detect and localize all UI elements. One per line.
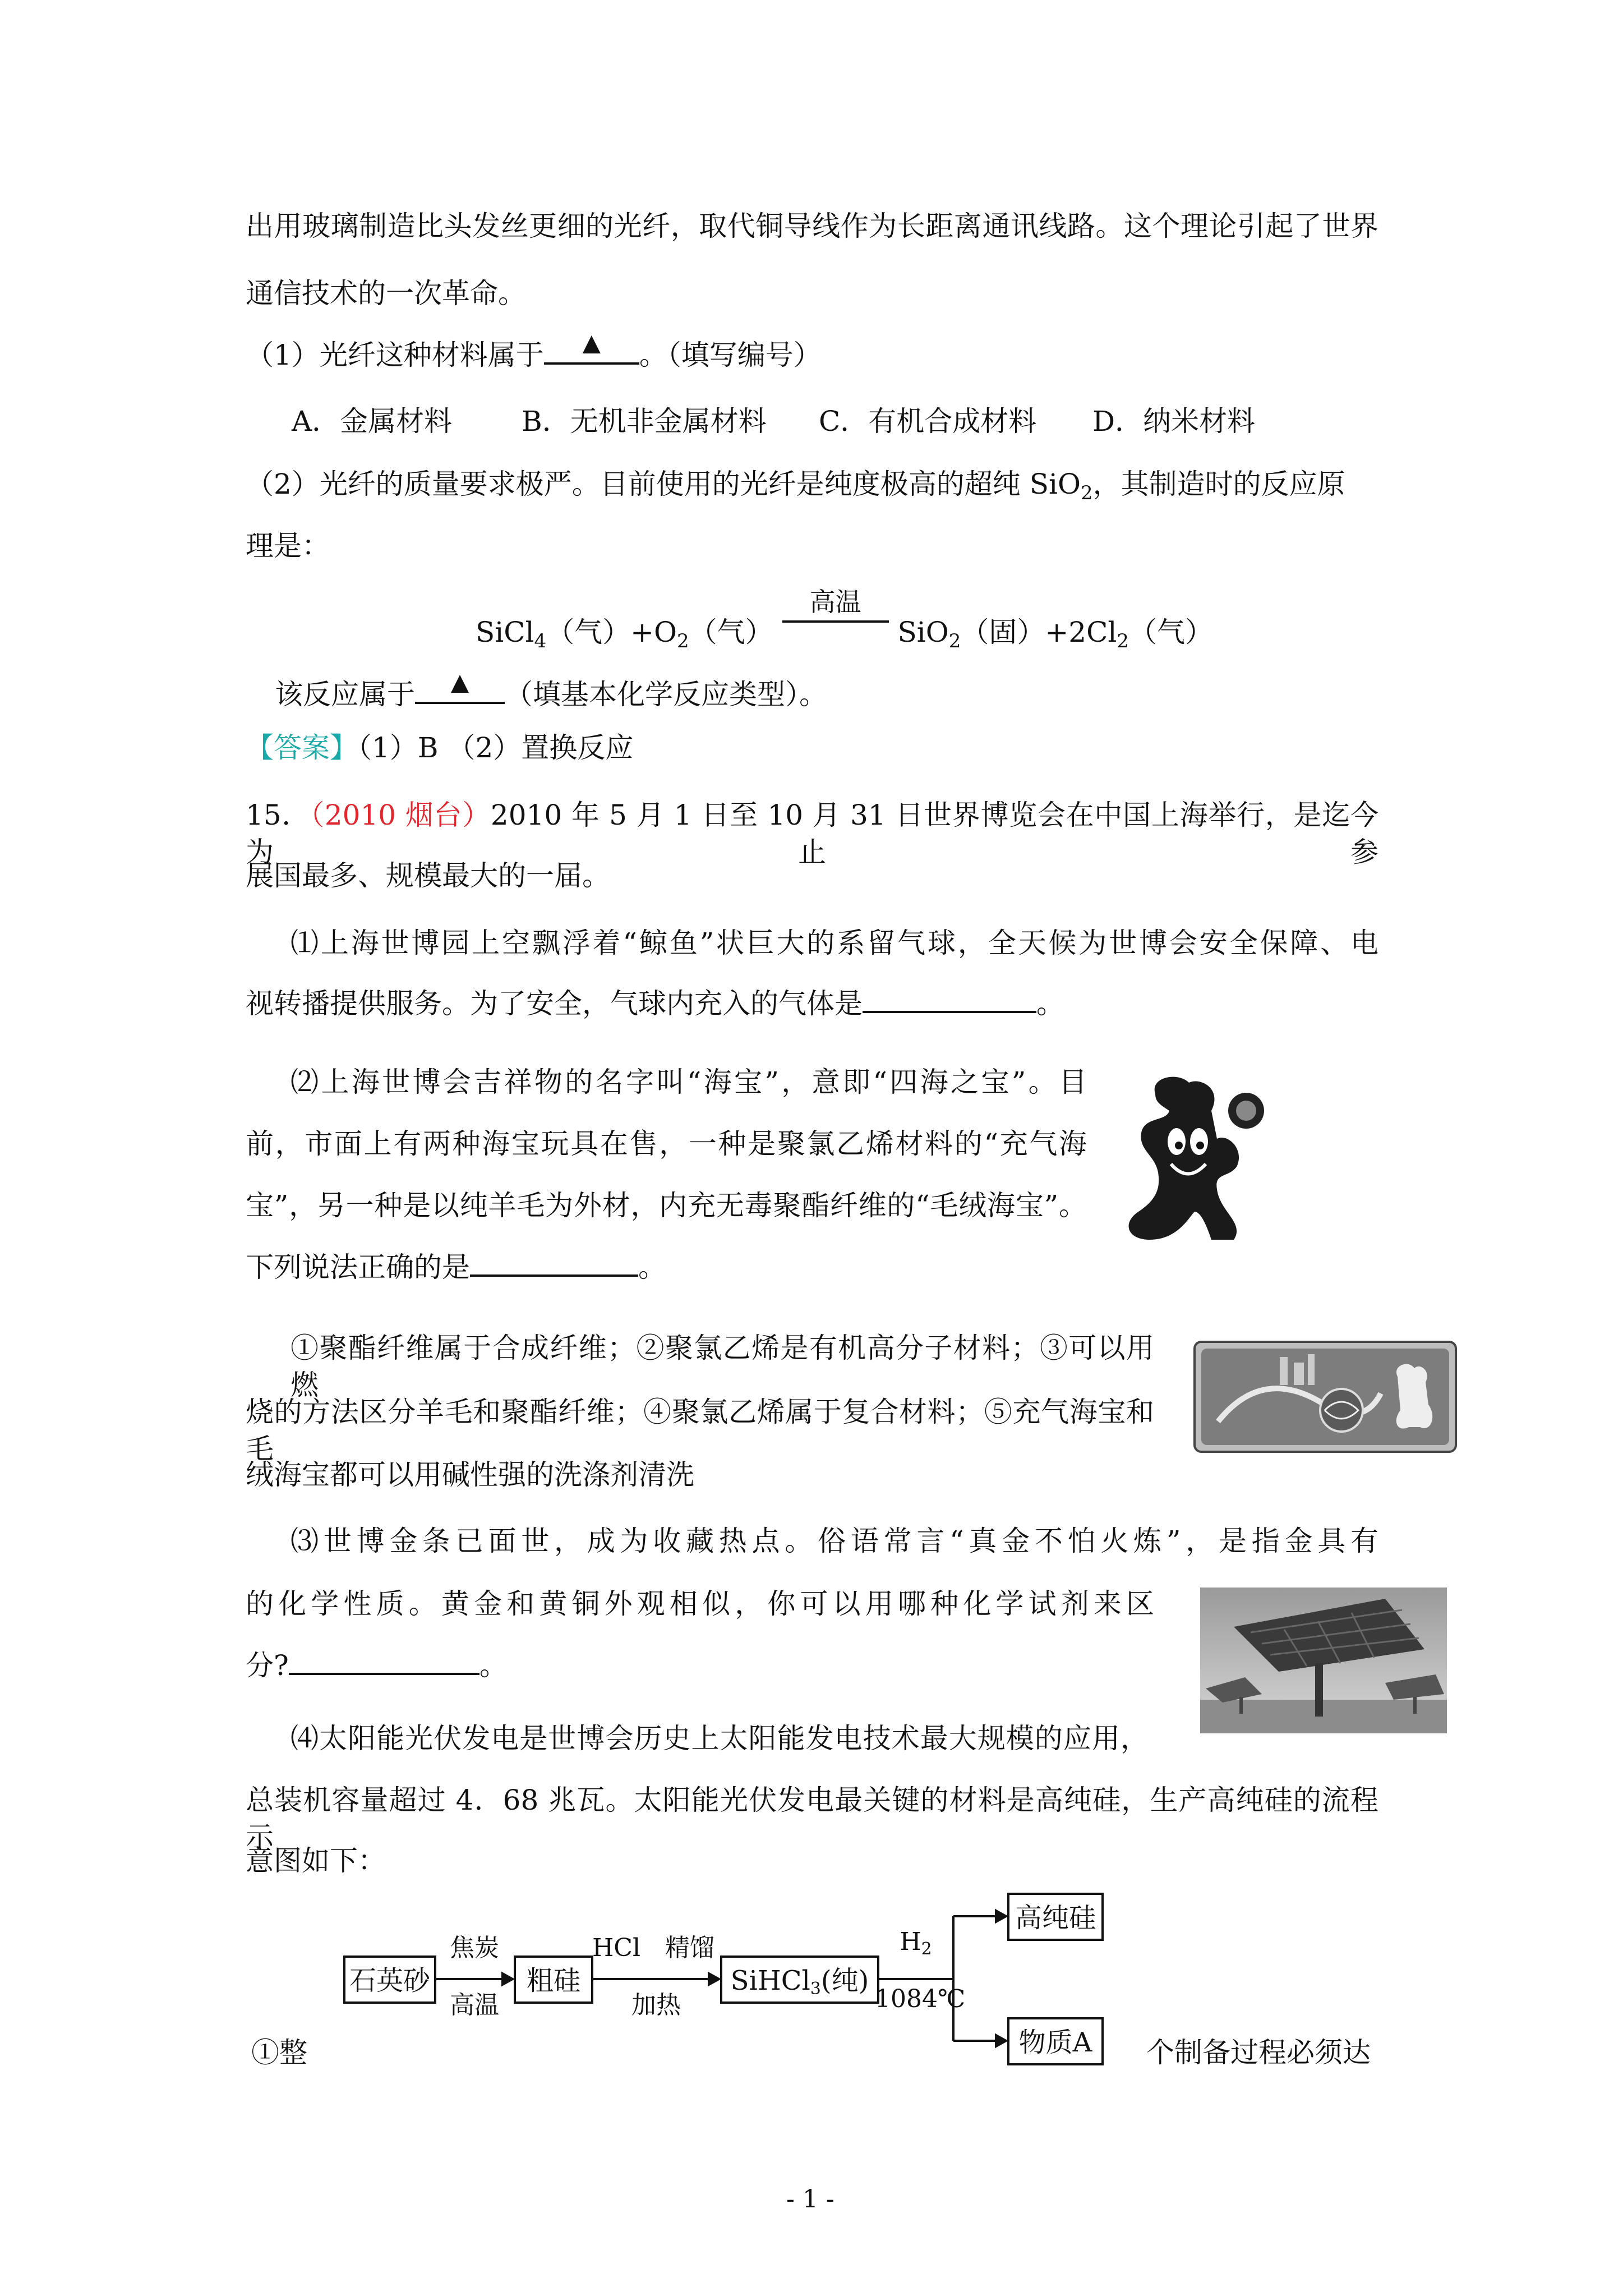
q15-part4-sub1-continue: 个制备过程必须达 [1146,2036,1371,2069]
answer-line: 【答案】（1）B （2）置换反应 [246,731,634,764]
answer-blank[interactable]: ▲ [544,339,639,365]
q14-part2-line1: （2）光纤的质量要求极严。目前使用的光纤是纯度极高的超纯 SiO$_2$，其制造时的反应原 [246,468,1345,504]
q15-stem-line1: 15．（2010 烟台）2010 年 5 月 1 日至 10 月 31 日世界博览会在中国上海举行，是迄今为止参 [246,799,1379,868]
q15-part4-line3: 意图如下： [246,1844,386,1877]
intro-line-2: 通信技术的一次革命。 [246,277,526,310]
flow-label-heat: 加热 [631,1991,681,2019]
q15-stem-line2: 展国最多、规模最大的一届。 [246,859,610,892]
reaction-equation: SiCl$_4$（气）$+O_2$（气） 高温 SiO$_2$（固）$+2Cl_2$（气） [476,587,1213,652]
flow-label-high-temp: 高温 [450,1991,499,2019]
q15-part1-line1: ⑴上海世博园上空飘浮着“鲸鱼”状巨大的系留气球，全天候为世博会安全保障、电 [291,927,1378,959]
option-c: C．有机合成材料 [819,405,1037,438]
flow-label-hcl-distill: HCl 精馏 [592,1934,715,1962]
flow-label-coke: 焦炭 [450,1934,499,1962]
q15-part4-line2: 总装机容量超过 4．68 兆瓦。太阳能光伏发电最关键的材料是高纯硅，生产高纯硅的流程示 [246,1784,1378,1853]
flow-box-substance-a: 物质A [1007,2017,1104,2065]
q15-part3-line1: ⑶世博金条已面世，成为收藏热点。俗语常言“真金不怕火炼”，是指金具有 [291,1525,1378,1557]
flow-label-h2: H2 [900,1927,932,1959]
q14-reaction-type: 该反应属于 ▲ （填基本化学反应类型）。 [275,668,827,711]
q15-part3-line3: 分? 。 [246,1649,508,1682]
q15-statements-line2: 烧的方法区分羊毛和聚酯纤维；④聚氯乙烯属于复合材料；⑤充气海宝和毛 [246,1396,1154,1465]
flow-box-high-purity-silicon: 高纯硅 [1007,1893,1104,1941]
q15-part3-line2: 的化学性质。黄金和黄铜外观相似，你可以用哪种化学试剂来区 [246,1588,1154,1620]
q15-part2-line2: 前，市面上有两种海宝玩具在售，一种是聚氯乙烯材料的“充气海 [246,1128,1087,1160]
q15-part2-line4: 下列说法正确的是 。 [246,1251,666,1283]
intro-line-1: 出用玻璃制造比头发丝更细的光纤，取代铜导线作为长距离通讯线路。这个理论引起了世界 [246,210,1378,242]
q15-part2-line3: 宝”，另一种是以纯羊毛为外材，内充无毒聚酯纤维的“毛绒海宝”。 [246,1189,1087,1222]
q14-part1: （1）光纤这种材料属于 ▲ 。（填写编号） [246,329,822,371]
q15-part2-line1: ⑵上海世博会吉祥物的名字叫“海宝”，意即“四海之宝”。目 [291,1066,1087,1098]
q15-part4-sub1-start: ①整 [251,2036,307,2069]
flow-box-sihcl3: SiHCl3(纯) [720,1955,879,2004]
option-a: A．金属材料 [292,405,453,438]
q15-part4-line1: ⑷太阳能光伏发电是世博会历史上太阳能发电技术最大规模的应用， [291,1722,1149,1755]
q15-part1-line2: 视转播提供服务。为了安全，气球内充入的气体是 。 [246,987,1064,1020]
flow-label-temperature: 1084℃ [875,1985,966,2013]
page-number: - 1 - [786,2185,834,2214]
q14-part2-line2: 理是： [246,530,330,562]
flow-box-quartz-sand: 石英砂 [343,1955,436,2004]
answer-blank[interactable]: ▲ [415,678,505,704]
reaction-condition: 高温 [782,611,889,645]
q15-statements-line3: 绒海宝都可以用碱性强的洗涤剂清洗 [246,1458,694,1491]
option-d: D．纳米材料 [1092,405,1256,438]
q15-statements-line1: ①聚酯纤维属于合成纤维；②聚氯乙烯是有机高分子材料；③可以用燃 [291,1332,1154,1401]
option-b: B．无机非金属材料 [522,405,767,438]
flow-box-crude-silicon: 粗硅 [514,1955,593,2004]
